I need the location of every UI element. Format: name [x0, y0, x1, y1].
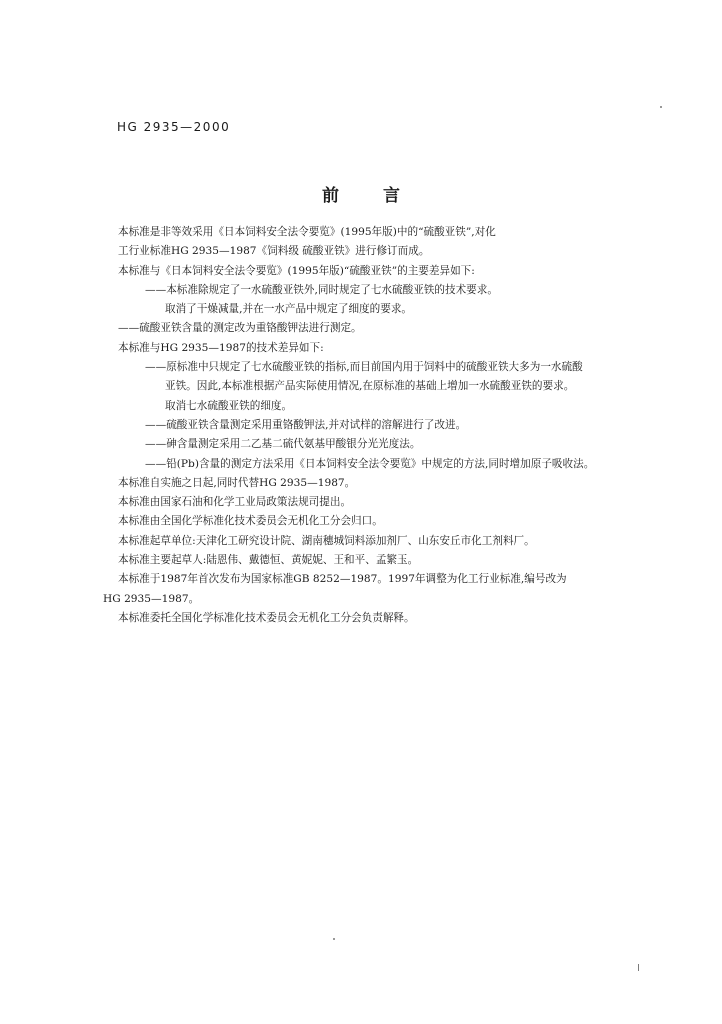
paragraph-line: 取消了干燥减量,并在一水产品中规定了细度的要求。 — [165, 303, 413, 316]
paragraph-line: 本标准由国家石油和化学工业局政策法规司提出。 — [118, 496, 352, 509]
paragraph-line: ——原标准中只规定了七水硫酸亚铁的指标,而目前国内用于饲料中的硫酸亚铁大多为一水硫酸 — [145, 361, 583, 374]
paragraph-line: ——铅(Pb)含量的测定方法采用《日本饲料安全法令要览》中规定的方法,同时增加原子吸收法。 — [145, 457, 595, 470]
paragraph-line: 本标准是非等效采用《日本饲料安全法令要览》(1995年版)中的“硫酸亚铁”,对化 — [118, 226, 496, 238]
paragraph-line: 本标准于1987年首次发布为国家标准GB 8252—1987。1997年调整为化工行业标准,编号改为 — [118, 573, 567, 586]
foreword-body — [103, 223, 708, 628]
paragraph-line: 本标准委托全国化学标准化技术委员会无机化工分会负责解释。 — [118, 611, 415, 624]
scan-speck — [660, 106, 662, 108]
scan-speck — [333, 938, 335, 940]
paragraph-line: 本标准起草单位:天津化工研究设计院、湖南穗城饲料添加剂厂、山东安丘市化工剂料厂。 — [118, 534, 535, 547]
page-title: 前言 — [322, 186, 444, 206]
paragraph-line: 工行业标准HG 2935—1987《饲料级 硫酸亚铁》进行修订而成。 — [118, 245, 430, 258]
paragraph-line: 本标准由全国化学标准化技术委员会无机化工分会归口。 — [118, 515, 383, 528]
paragraph-line: HG 2935—1987。 — [103, 592, 200, 605]
page-number: I — [637, 963, 640, 974]
paragraph-line: ——本标准除规定了一水硫酸亚铁外,同时规定了七水硫酸亚铁的技术要求。 — [145, 283, 498, 296]
paragraph-line: ——砷含量测定采用二乙基二硫代氨基甲酸银分光光度法。 — [145, 438, 421, 451]
paragraph-line: 本标准自实施之日起,同时代替HG 2935—1987。 — [118, 476, 356, 489]
paragraph-line: 本标准主要起草人:陆恩伟、戴德恒、黄妮妮、王和平、孟繁玉。 — [118, 554, 419, 567]
standard-code: HG 2935—2000 — [117, 120, 231, 134]
paragraph-line: 本标准与HG 2935—1987的技术差异如下: — [118, 341, 324, 354]
paragraph-line: 本标准与《日本饲料安全法令要览》(1995年版)“硫酸亚铁”的主要差异如下: — [118, 264, 475, 277]
paragraph-line: ——硫酸亚铁含量测定采用重铬酸钾法,并对试样的溶解进行了改进。 — [145, 418, 467, 431]
paragraph-line: 取消七水硫酸亚铁的细度。 — [165, 399, 293, 412]
paragraph-line: 亚铁。因此,本标准根据产品实际使用情况,在原标准的基础上增加一水硫酸亚铁的要求。 — [165, 380, 575, 393]
paragraph-line: ——硫酸亚铁含量的测定改为重铬酸钾法进行测定。 — [118, 322, 362, 335]
